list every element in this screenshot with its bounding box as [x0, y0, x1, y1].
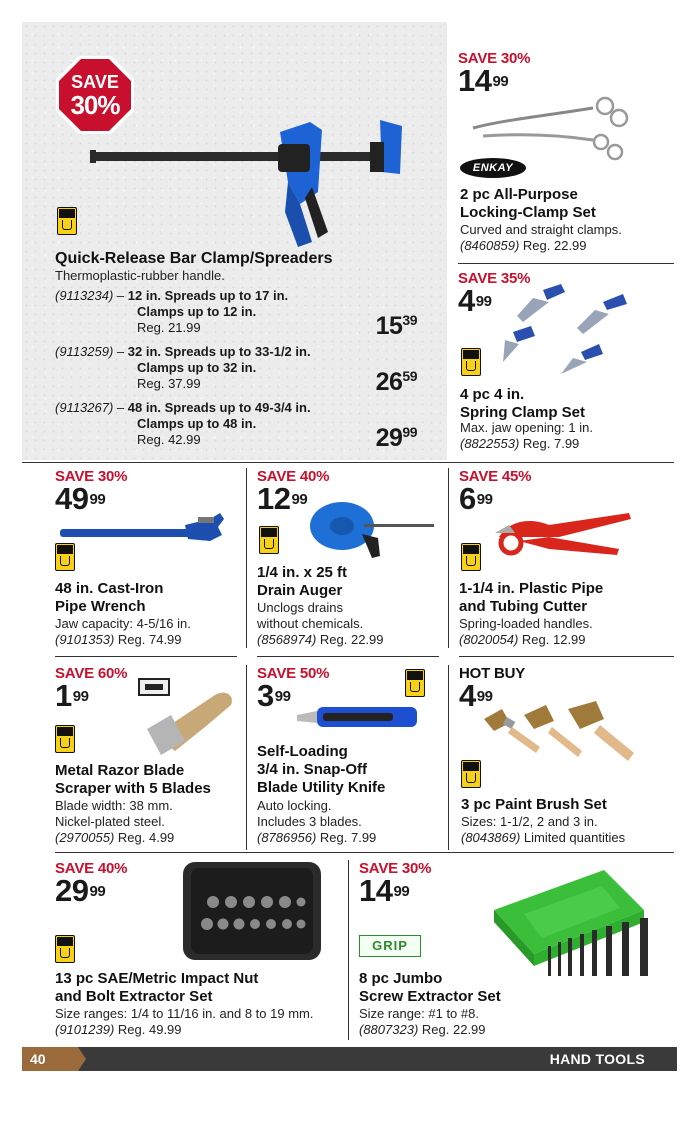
price: $4^{99}$ — [459, 678, 493, 713]
divider — [459, 656, 674, 657]
utility-knife-image — [297, 703, 427, 743]
product-title-line2: and Bolt Extractor Set — [55, 988, 213, 1005]
nut-extractor-image — [183, 862, 323, 962]
product-title-line2: Drain Auger — [257, 582, 343, 599]
product-title-line3: Blade Utility Knife — [257, 779, 386, 796]
product-title-line1: 2 pc All-Purpose — [460, 186, 578, 203]
spec: 48 in. Spreads up to 49-3/4 in. — [127, 400, 311, 415]
paint-brush-card — [459, 665, 677, 850]
price: $14^{99}$ — [458, 63, 509, 98]
price: $3^{99}$ — [257, 678, 291, 713]
product-title-line2: 3/4 in. Snap-Off — [257, 761, 368, 778]
reg-price: Reg. 22.99 — [421, 1022, 486, 1037]
page-footer — [22, 1047, 677, 1071]
locking-clamp-card — [458, 50, 678, 260]
product-title-line1: 1-1/4 in. Plastic Pipe — [459, 580, 604, 597]
product-desc: Sizes: 1-1/2, 2 and 3 in. — [461, 814, 598, 829]
power-fist-logo — [55, 725, 75, 753]
power-fist-logo — [55, 935, 75, 963]
reg-price: Reg. 49.99 — [117, 1022, 182, 1037]
product-desc: Blade width: 38 mm. — [55, 798, 173, 813]
hero-row-12in: (9113234) – 12 in. Spreads up to 17 in. Clamps up to 12 in. Reg. 21.99 — [55, 288, 289, 335]
divider — [55, 852, 674, 853]
reg-price: Reg. 21.99 — [137, 320, 201, 335]
save-label: SAVE 50% — [257, 665, 330, 682]
product-title-line1: Metal Razor Blade — [55, 762, 185, 779]
power-fist-logo — [55, 543, 75, 571]
save-label: SAVE 40% — [257, 468, 330, 485]
reg-price: Reg. 74.99 — [117, 632, 182, 647]
divider — [257, 656, 439, 657]
price: $12^{99}$ — [257, 481, 308, 516]
power-fist-logo — [461, 543, 481, 571]
spring-clamp-card — [458, 270, 678, 458]
clamp-spec: Clamps up to 48 in. — [137, 416, 257, 431]
save-label: SAVE 45% — [459, 468, 532, 485]
hero-title: Quick-Release Bar Clamp/Spreaders — [55, 250, 333, 267]
hero-price-48in: $29^{99}$ — [375, 424, 417, 452]
badge-percent-text: 30% — [70, 90, 120, 120]
divider — [246, 665, 247, 850]
divider — [22, 462, 674, 463]
reg-price: Reg. 42.99 — [137, 432, 201, 447]
product-desc: Auto locking. — [257, 798, 332, 813]
pipe-cutter-card — [459, 468, 674, 653]
sku: (8020054) — [459, 632, 519, 647]
pipe-wrench-card — [55, 468, 240, 653]
availability-note: Limited quantities — [523, 830, 626, 845]
product-title-line2: Locking-Clamp Set — [460, 204, 596, 221]
save-label: SAVE 30% — [55, 468, 128, 485]
save-label: SAVE 40% — [55, 860, 128, 877]
badge-save-text: SAVE — [71, 72, 119, 92]
enkay-logo: ENKAY — [460, 158, 526, 178]
save-label: SAVE 60% — [55, 665, 128, 682]
product-title-line1: 48 in. Cast-Iron — [55, 580, 164, 597]
product-desc: Size range: #1 to #8. — [359, 1006, 479, 1021]
pipe-cutter-image — [489, 503, 639, 563]
price: $14^{99}$ — [359, 873, 410, 908]
sku: (8822553) — [460, 436, 520, 451]
sku: (8460859) — [460, 238, 520, 253]
nut-extractor-card — [55, 860, 345, 1045]
sku: (9101353) — [55, 632, 115, 647]
divider — [448, 468, 449, 648]
sku: (2970055) — [55, 830, 115, 845]
product-title-line1: 1/4 in. x 25 ft — [257, 564, 348, 581]
divider — [348, 860, 349, 1040]
sku: (9113234) — [55, 288, 114, 303]
razor-scraper-image — [135, 675, 245, 755]
product-desc-2: Nickel-plated steel. — [55, 814, 165, 829]
reg-price: Reg. 22.99 — [522, 238, 587, 253]
reg-price: Reg. 7.99 — [319, 830, 377, 845]
price: $49^{99}$ — [55, 481, 106, 516]
divider — [458, 263, 674, 264]
pipe-wrench-image — [60, 513, 230, 553]
product-desc-2: Includes 3 blades. — [257, 814, 362, 829]
reg-price: Reg. 37.99 — [137, 376, 201, 391]
reg-price: Reg. 22.99 — [319, 632, 384, 647]
reg-price: Reg. 7.99 — [522, 436, 580, 451]
razor-scraper-card — [55, 665, 245, 850]
section-title: HAND TOOLS — [549, 1051, 645, 1067]
hero-price-32in: $26^{59}$ — [375, 368, 417, 396]
hero-row-48in: (9113267) – 48 in. Spreads up to 49-3/4 in. Clamps up to 48 in. Reg. 42.99 — [55, 400, 311, 447]
clamp-spec: Clamps up to 32 in. — [137, 360, 257, 375]
sku: (8043869) — [461, 830, 521, 845]
product-title-line1: Self-Loading — [257, 743, 348, 760]
product-title-line1: 13 pc SAE/Metric Impact Nut — [55, 970, 259, 987]
product-desc: Jaw capacity: 4-5/16 in. — [55, 616, 191, 631]
spec: 12 in. Spreads up to 17 in. — [127, 288, 289, 303]
sku: (9101239) — [55, 1022, 115, 1037]
product-desc: Spring-loaded handles. — [459, 616, 593, 631]
save-label: SAVE 30% — [458, 50, 531, 67]
screw-extractor-image — [494, 870, 674, 990]
reg-price: Reg. 4.99 — [117, 830, 175, 845]
sku: (8807323) — [359, 1022, 419, 1037]
locking-clamp-image — [473, 98, 633, 158]
spec: 32 in. Spreads up to 33-1/2 in. — [127, 344, 311, 359]
product-desc: Max. jaw opening: 1 in. — [460, 420, 593, 435]
paint-brush-image — [484, 705, 644, 775]
save-label: SAVE 35% — [458, 270, 531, 287]
spring-clamp-image — [503, 282, 653, 372]
hero-price-12in: $15^{39}$ — [375, 312, 417, 340]
clamp-spec: Clamps up to 12 in. — [137, 304, 257, 319]
divider — [448, 665, 449, 850]
drain-auger-image — [302, 498, 442, 568]
grip-logo: GRIP — [359, 935, 421, 957]
reg-price: Reg. 12.99 — [521, 632, 586, 647]
power-fist-logo — [461, 348, 481, 376]
product-desc-2: without chemicals. — [257, 616, 364, 631]
power-fist-logo — [57, 207, 77, 235]
product-desc: Curved and straight clamps. — [460, 222, 622, 237]
price: $29^{99}$ — [55, 873, 106, 908]
hero-description: Thermoplastic-rubber handle. — [55, 268, 225, 283]
hero-bar-clamp-panel — [22, 22, 447, 460]
screw-extractor-card — [359, 860, 677, 1045]
product-title-line2: Screw Extractor Set — [359, 988, 501, 1005]
page-number: 40 — [22, 1047, 78, 1071]
hero-row-32in: (9113259) – 32 in. Spreads up to 33-1/2 in. Clamps up to 32 in. Reg. 37.99 — [55, 344, 311, 391]
sku: (8568974) — [257, 632, 317, 647]
price: $6^{99}$ — [459, 481, 493, 516]
product-title-line2: and Tubing Cutter — [459, 598, 588, 615]
divider — [246, 468, 247, 648]
hot-buy-label: HOT BUY — [459, 665, 526, 682]
power-fist-logo — [259, 526, 279, 554]
product-desc: Unclogs drains — [257, 600, 343, 615]
sku: (8786956) — [257, 830, 317, 845]
product-desc: Size ranges: 1/4 to 11/16 in. and 8 to 19 mm. — [55, 1006, 314, 1021]
price: $1^{99}$ — [55, 678, 89, 713]
bar-clamp-image — [90, 112, 390, 262]
product-title-line2: Pipe Wrench — [55, 598, 146, 615]
power-fist-logo — [461, 760, 481, 788]
drain-auger-card — [257, 468, 442, 653]
product-title-line1: 4 pc 4 in. — [460, 386, 525, 403]
product-title-line1: 3 pc Paint Brush Set — [461, 796, 607, 813]
save-label: SAVE 30% — [359, 860, 432, 877]
price: $4^{99}$ — [458, 283, 492, 318]
product-title-line2: Spring Clamp Set — [460, 404, 586, 421]
sku: (9113267) — [55, 400, 114, 415]
divider — [55, 656, 237, 657]
sku: (9113259) — [55, 344, 114, 359]
power-fist-logo — [405, 669, 425, 697]
utility-knife-card — [257, 665, 442, 850]
product-title-line1: 8 pc Jumbo — [359, 970, 443, 987]
product-title-line2: Scraper with 5 Blades — [55, 780, 211, 797]
